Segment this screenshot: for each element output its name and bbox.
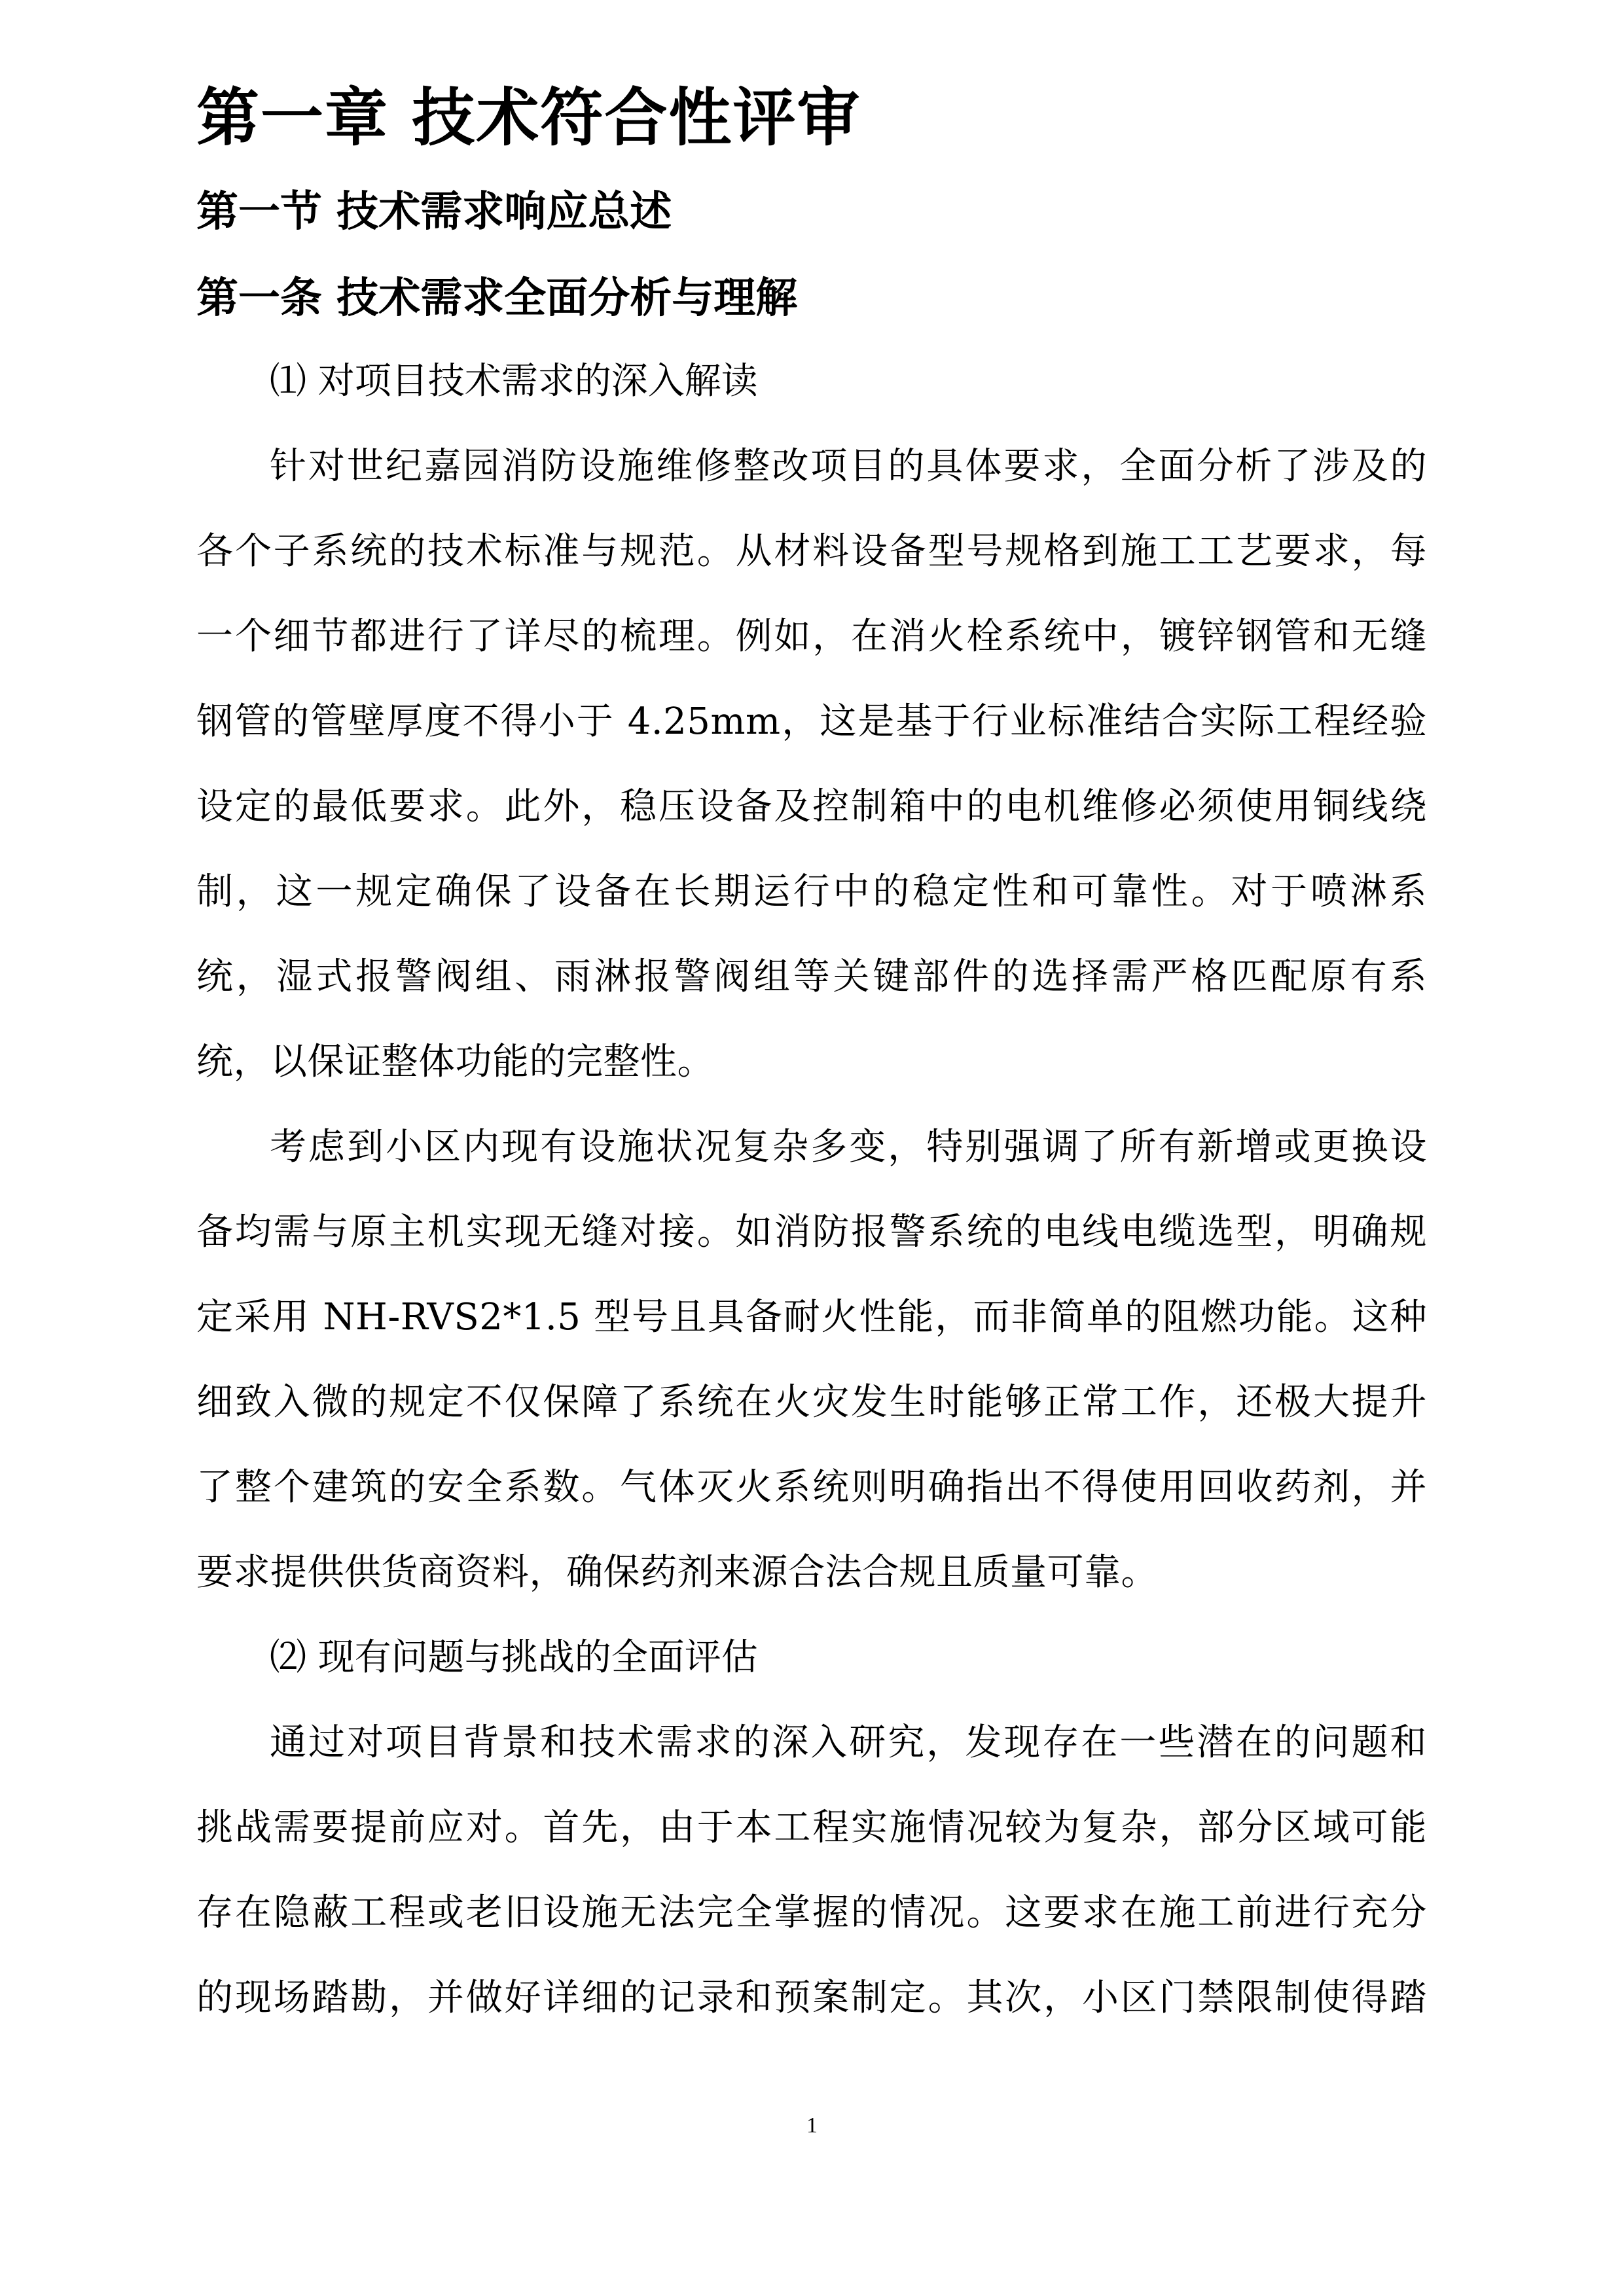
paragraph-line: 制，这一规定确保了设备在长期运行中的稳定性和可靠性。对于喷淋系	[196, 870, 1427, 913]
paragraph-line: 定采用 NH-RVS2*1.5 型号且具备耐火性能，而非简单的阻燃功能。这种	[196, 1296, 1427, 1338]
paragraph-line: 设定的最低要求。此外，稳压设备及控制箱中的电机维修必须使用铜线绕	[196, 785, 1427, 828]
paragraph-line: 通过对项目背景和技术需求的深入研究，发现存在一些潜在的问题和	[270, 1721, 1427, 1764]
paragraph-2	[196, 1105, 1427, 1615]
paragraph-line: 统，湿式报警阀组、雨淋报警阀组等关键部件的选择需严格匹配原有系	[196, 956, 1427, 998]
paragraph-line: 统，以保证整体功能的完整性。	[196, 1041, 714, 1083]
subsection-heading-1: ⑴ 对项目技术需求的深入解读	[270, 360, 758, 403]
paragraph-line: 钢管的管壁厚度不得小于 4.25mm，这是基于行业标准结合实际工程经验	[196, 700, 1427, 743]
paragraph-line: 各个子系统的技术标准与规范。从材料设备型号规格到施工工艺要求，每	[196, 530, 1427, 573]
subsection-heading-2: ⑵ 现有问题与挑战的全面评估	[270, 1636, 758, 1679]
chapter-title: 第一章 技术符合性评审	[196, 81, 861, 154]
page-content	[196, 72, 1427, 2041]
paragraph-line: 考虑到小区内现有设施状况复杂多变，特别强调了所有新增或更换设	[270, 1126, 1427, 1168]
paragraph-line: 存在隐蔽工程或老旧设施无法完全掌握的情况。这要求在施工前进行充分	[196, 1892, 1427, 1934]
paragraph-3	[196, 1700, 1427, 2041]
section-title: 第一节 技术需求响应总述	[196, 188, 672, 236]
article-title: 第一条 技术需求全面分析与理解	[196, 274, 798, 323]
paragraph-line: 备均需与原主机实现无缝对接。如消防报警系统的电线电缆选型，明确规	[196, 1211, 1427, 1253]
paragraph-line: 一个细节都进行了详尽的梳理。例如，在消火栓系统中，镀锌钢管和无缝	[196, 615, 1427, 658]
paragraph-line: 的现场踏勘，并做好详细的记录和预案制定。其次，小区门禁限制使得踏	[196, 1977, 1427, 2019]
page-number: 1	[806, 2113, 818, 2138]
paragraph-line: 针对世纪嘉园消防设施维修整改项目的具体要求，全面分析了涉及的	[270, 445, 1427, 488]
paragraph-1	[196, 424, 1427, 1105]
paragraph-line: 细致入微的规定不仅保障了系统在火灾发生时能够正常工作，还极大提升	[196, 1381, 1427, 1424]
paragraph-line: 要求提供供货商资料，确保药剂来源合法合规且质量可靠。	[196, 1551, 1158, 1594]
paragraph-line: 挑战需要提前应对。首先，由于本工程实施情况较为复杂，部分区域可能	[196, 1806, 1427, 1849]
paragraph-line: 了整个建筑的安全系数。气体灭火系统则明确指出不得使用回收药剂，并	[196, 1466, 1427, 1509]
